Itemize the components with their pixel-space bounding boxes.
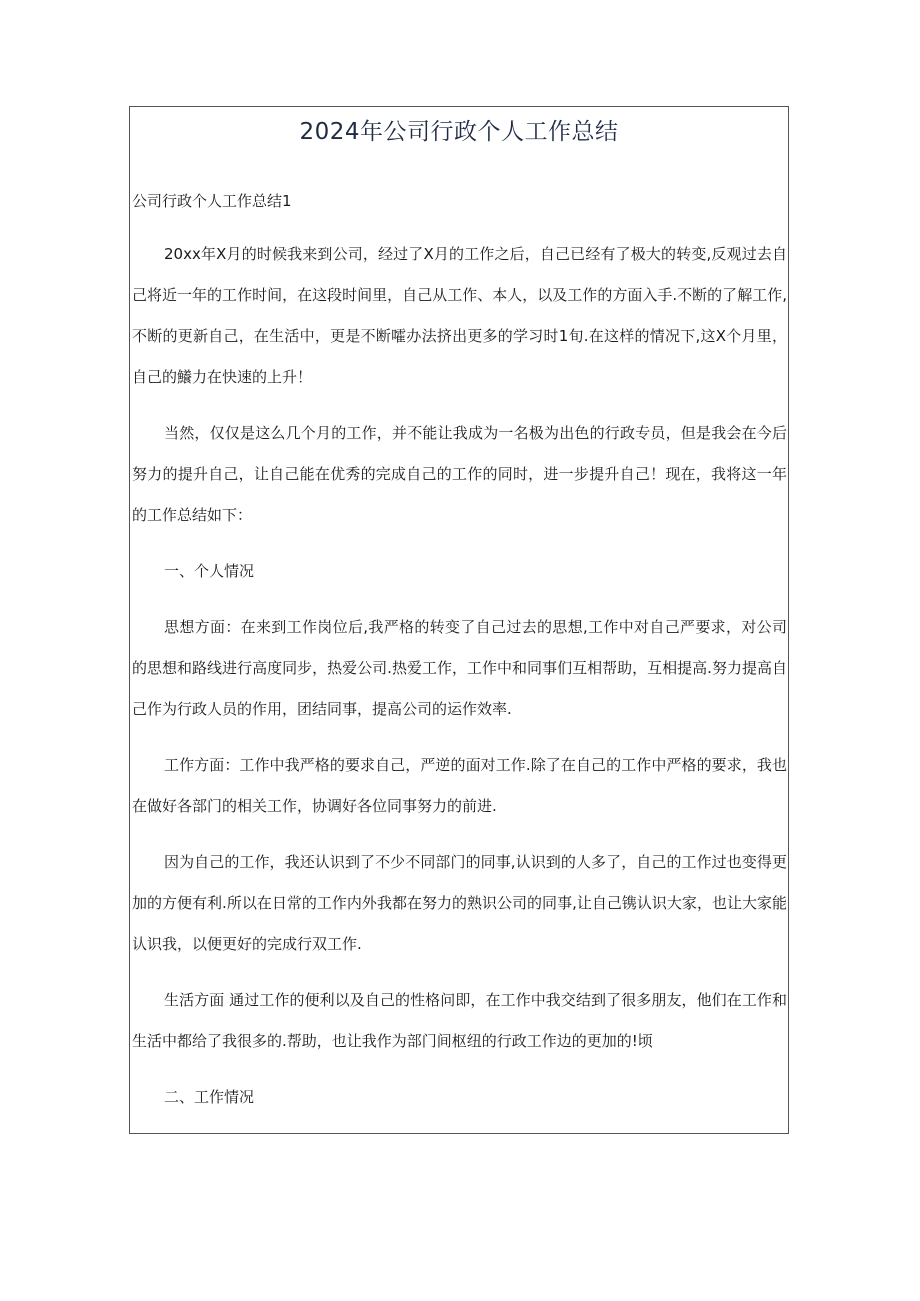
section-heading-personal: 一、个人情况 [164,562,255,580]
document-page [129,106,789,1134]
paragraph-intro: 20xx年X月的时候我来到公司，经过了X月的工作之后，自己已经有了极大的转变,反观过去自己将近一年的工作时间，在这段时间里，自己从工作、本人，以及工作的方面入手.不断的了解工作,不断的更新自己，在生活中，更是不断嚯办法挤出更多的学习时1旬.在这样的情况下,这X个月里，自己的鱶力在快速的上升！ [132,245,787,386]
document-title: 2024年公司行政个人工作总结 [299,119,619,145]
paragraph-thinking: 思想方面：在来到工作岗位后,我严格的转变了自己过去的思想,工作中对自己严要求，对公司的思想和路线进行高度同步，热爱公司.热爱工作，工作中和同事们互相帮助，互相提高.努力提高自己作为行政人员的作用，团结同事，提高公司的运作效率. [132,618,787,718]
document-body [132,234,787,1133]
paragraph-work: 工作方面：工作中我严格的要求自己，严逆的面对工作.除了在自己的工作中严格的要求，我也在做好各部门的相关工作，协调好各位同事努力的前进. [132,756,787,815]
document-subtitle: 公司行政个人工作总结1 [132,192,292,210]
section-heading-work: 二、工作情况 [164,1088,255,1106]
paragraph-life: 生活方面 通过工作的便利以及自己的性格问即，在工作中我交结到了很多朋友，他们在工作和生活中都给了我很多的.帮助，也让我作为部门间枢纽的行政工作边的更加的!顷 [132,991,787,1050]
paragraph-outlook: 当然，仅仅是这么几个月的工作，并不能让我成为一名极为出色的行政专员，但是我会在今后努力的提升自己，让自己能在优秀的完成自己的工作的同时，进一步提升自己！现在，我将这一年的工作总结如下： [132,424,787,524]
paragraph-colleagues: 因为自己的工作，我还认识到了不少不同部门的同事,认识到的人多了，自己的工作过也变得更加的方便有利.所以在日常的工作内外我都在努力的熟识公司的同事,让自己镌认识大家，也让大家能认识我，以便更好的完成行双工作. [132,853,787,953]
